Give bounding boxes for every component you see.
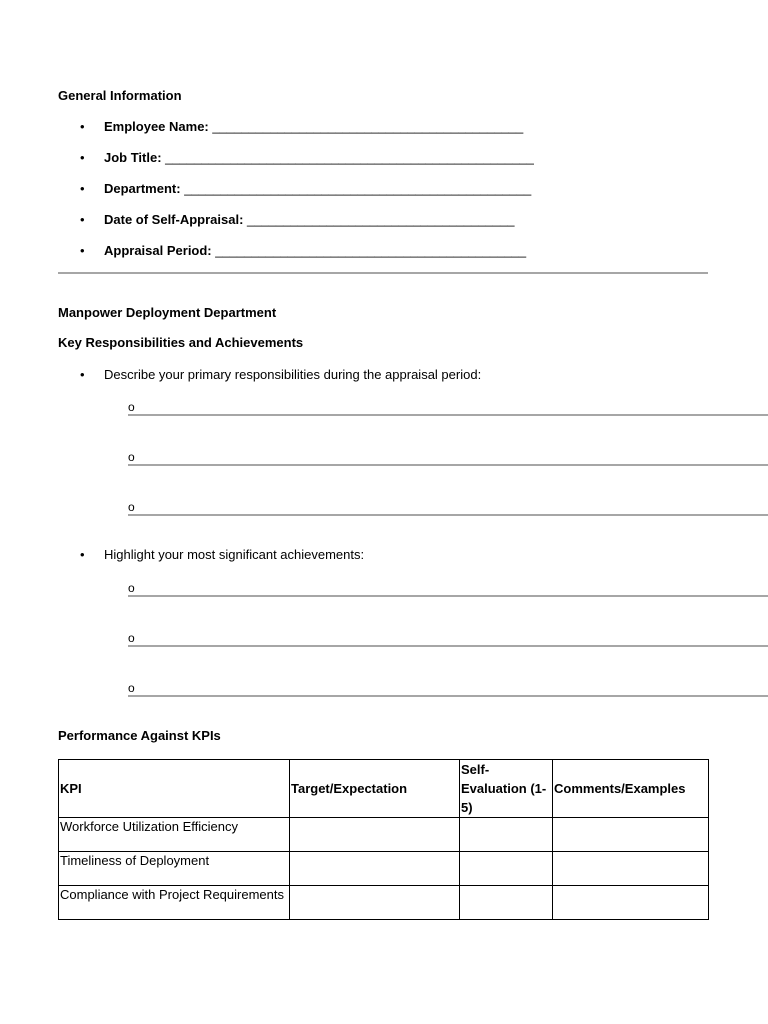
comments-cell[interactable] [553, 818, 709, 852]
field-blank[interactable]: ___________________________________________________ [165, 150, 534, 165]
sub-bullet: o [128, 400, 135, 414]
answer-line [128, 514, 768, 516]
question-text: Highlight your most significant achievements: [104, 547, 365, 562]
answer-line [128, 414, 768, 416]
employee-name-field [80, 119, 523, 134]
column-header-target: Target/Expectation [290, 760, 460, 818]
field-label: Appraisal Period: [104, 243, 216, 258]
field-blank[interactable]: _____________________________________ [247, 212, 515, 227]
responsibility-answer-line[interactable] [128, 400, 768, 416]
target-cell[interactable] [290, 852, 460, 886]
comments-cell[interactable] [553, 852, 709, 886]
sub-bullet: o [128, 631, 135, 645]
sub-bullet: o [128, 581, 135, 595]
column-header-self-evaluation: Self-Evaluation (1-5) [460, 760, 553, 818]
field-blank[interactable]: ________________________________________________ [184, 181, 532, 196]
field-blank[interactable]: ___________________________________________ [212, 119, 524, 134]
section-divider [58, 272, 708, 274]
field-label: Employee Name: [104, 119, 213, 134]
bullet: • [80, 547, 85, 562]
bullet: • [80, 243, 85, 258]
department-heading: Manpower Deployment Department [58, 305, 277, 320]
sub-bullet: o [128, 681, 135, 695]
bullet: • [80, 367, 85, 382]
answer-line [128, 464, 768, 466]
column-header-comments: Comments/Examples [553, 760, 709, 818]
kpi-cell: Timeliness of Deployment [59, 852, 290, 886]
achievements-question [80, 547, 364, 562]
bullet: • [80, 150, 85, 165]
self-evaluation-cell[interactable] [460, 886, 553, 920]
key-responsibilities-heading: Key Responsibilities and Achievements [58, 335, 304, 350]
appraisal-period-field [80, 243, 526, 258]
self-evaluation-cell[interactable] [460, 818, 553, 852]
answer-line [128, 645, 768, 647]
question-text: Describe your primary responsibilities during the appraisal period: [104, 367, 482, 382]
table-header-row [59, 760, 709, 818]
responsibility-answer-line[interactable] [128, 450, 768, 466]
answer-line [128, 595, 768, 597]
field-label: Job Title: [104, 150, 166, 165]
responsibilities-question [80, 367, 481, 382]
comments-cell[interactable] [553, 886, 709, 920]
sub-bullet: o [128, 450, 135, 464]
field-blank[interactable]: ___________________________________________ [215, 243, 527, 258]
bullet: • [80, 212, 85, 227]
bullet: • [80, 119, 85, 134]
table-row [59, 818, 709, 852]
table-row [59, 852, 709, 886]
target-cell[interactable] [290, 818, 460, 852]
answer-line [128, 695, 768, 697]
job-title-field [80, 150, 534, 165]
responsibility-answer-line[interactable] [128, 500, 768, 516]
target-cell[interactable] [290, 886, 460, 920]
general-information-heading: General Information [58, 88, 182, 103]
department-field [80, 181, 531, 196]
achievement-answer-line[interactable] [128, 681, 768, 697]
achievement-answer-line[interactable] [128, 581, 768, 597]
sub-bullet: o [128, 500, 135, 514]
table-row [59, 886, 709, 920]
field-label: Date of Self-Appraisal: [104, 212, 248, 227]
self-evaluation-cell[interactable] [460, 852, 553, 886]
kpi-table [58, 759, 709, 920]
kpi-cell: Workforce Utilization Efficiency [59, 818, 290, 852]
achievement-answer-line[interactable] [128, 631, 768, 647]
column-header-kpi: KPI [59, 760, 290, 818]
date-of-self-appraisal-field [80, 212, 515, 227]
field-label: Department: [104, 181, 185, 196]
bullet: • [80, 181, 85, 196]
kpi-heading: Performance Against KPIs [58, 728, 221, 743]
kpi-cell: Compliance with Project Requirements [59, 886, 290, 920]
